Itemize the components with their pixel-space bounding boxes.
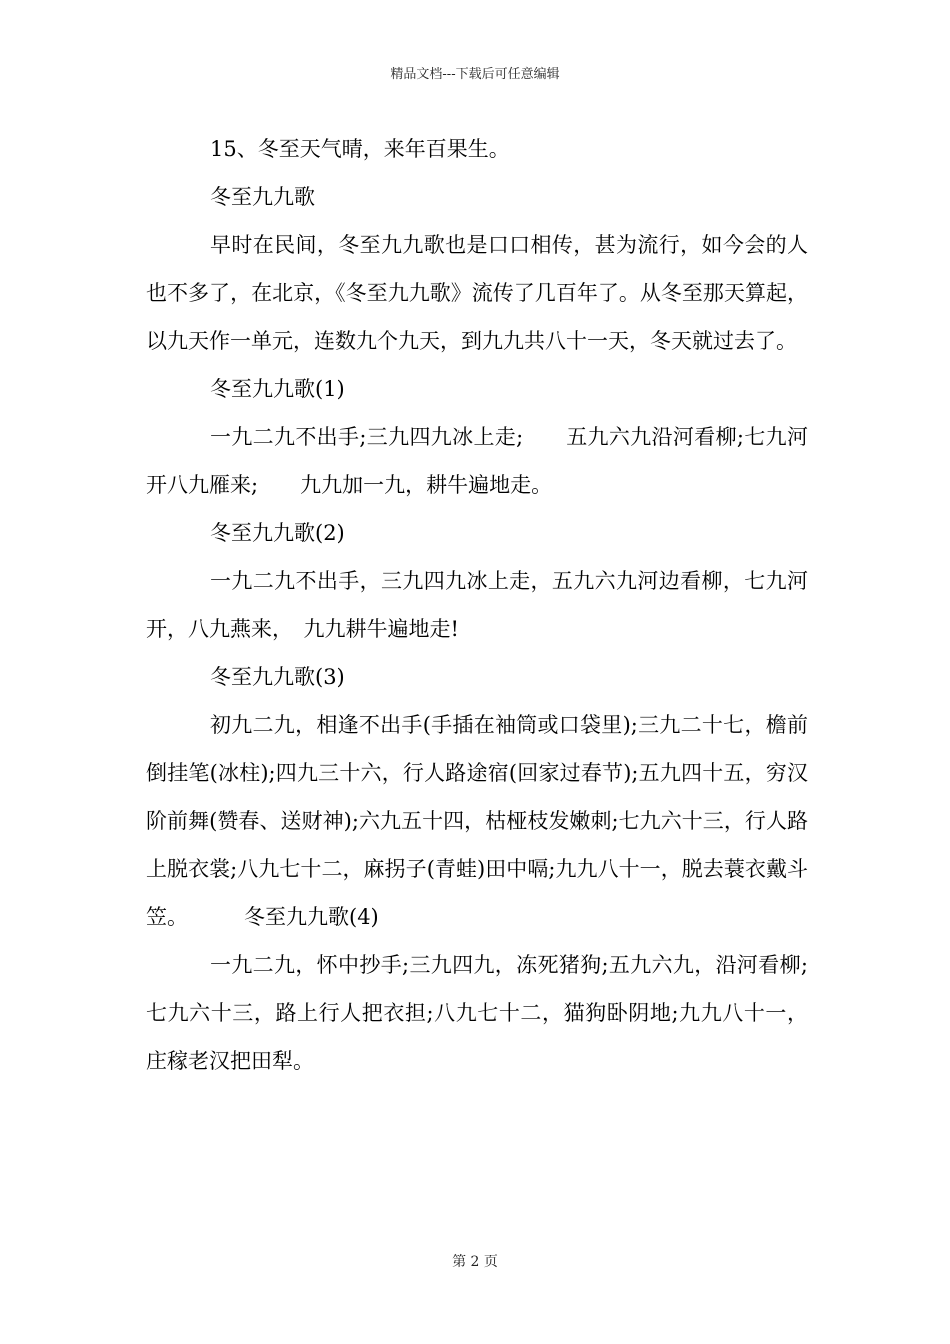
song-heading-2: 冬至九九歌(2) (210, 521, 345, 545)
document-body (146, 125, 808, 1085)
song-text-3-body: 初九二九，相逢不出手(手插在袖筒或口袋里);三九二十七，檐前倒挂笔(冰柱);四九三十六，行人路途宿(回家过春节);五九四十五，穷汉阶前舞(赞春、送财神);六九五十四，枯桠枝发嫩刺;七九六十三，行人路上脱衣裳;八九七十二，麻拐子(青蛙)田中嗝;九九八十一，脱去蓑衣戴斗笠。 (146, 713, 808, 929)
paragraph-intro: 早时在民间，冬至九九歌也是口口相传，甚为流行，如今会的人也不多了，在北京，《冬至九九歌》流传了几百年了。从冬至那天算起，以九天作一单元，连数九个九天，到九九共八十一天，冬天就过去了。 (146, 233, 808, 353)
song-text-2: 一九二九不出手，三九四九冰上走，五九六九河边看柳，七九河开，八九燕来， 九九耕牛遍地走! (146, 569, 808, 641)
song-heading-4: 冬至九九歌(4) (244, 905, 379, 929)
song-text-4: 一九二九，怀中抄手;三九四九，冻死猪狗;五九六九，沿河看柳;七九六十三，路上行人把衣担;八九七十二，猫狗卧阴地;九九八十一，庄稼老汉把田犁。 (146, 953, 808, 1073)
song-heading-1: 冬至九九歌(1) (210, 377, 345, 401)
song-heading-3: 冬至九九歌(3) (210, 665, 345, 689)
section-heading: 冬至九九歌 (210, 185, 315, 209)
page-header: 精品文档---下载后可任意编辑 (390, 67, 560, 82)
page-number: 第 2 页 (452, 1254, 498, 1270)
song-text-1: 一九二九不出手;三九四九冰上走; 五九六九沿河看柳;七九河开八九雁来; 九九加一九，耕牛遍地走。 (146, 425, 808, 497)
paragraph-proverb: 15、冬至天气晴，来年百果生。 (210, 137, 510, 161)
song-text-3 (146, 701, 808, 941)
